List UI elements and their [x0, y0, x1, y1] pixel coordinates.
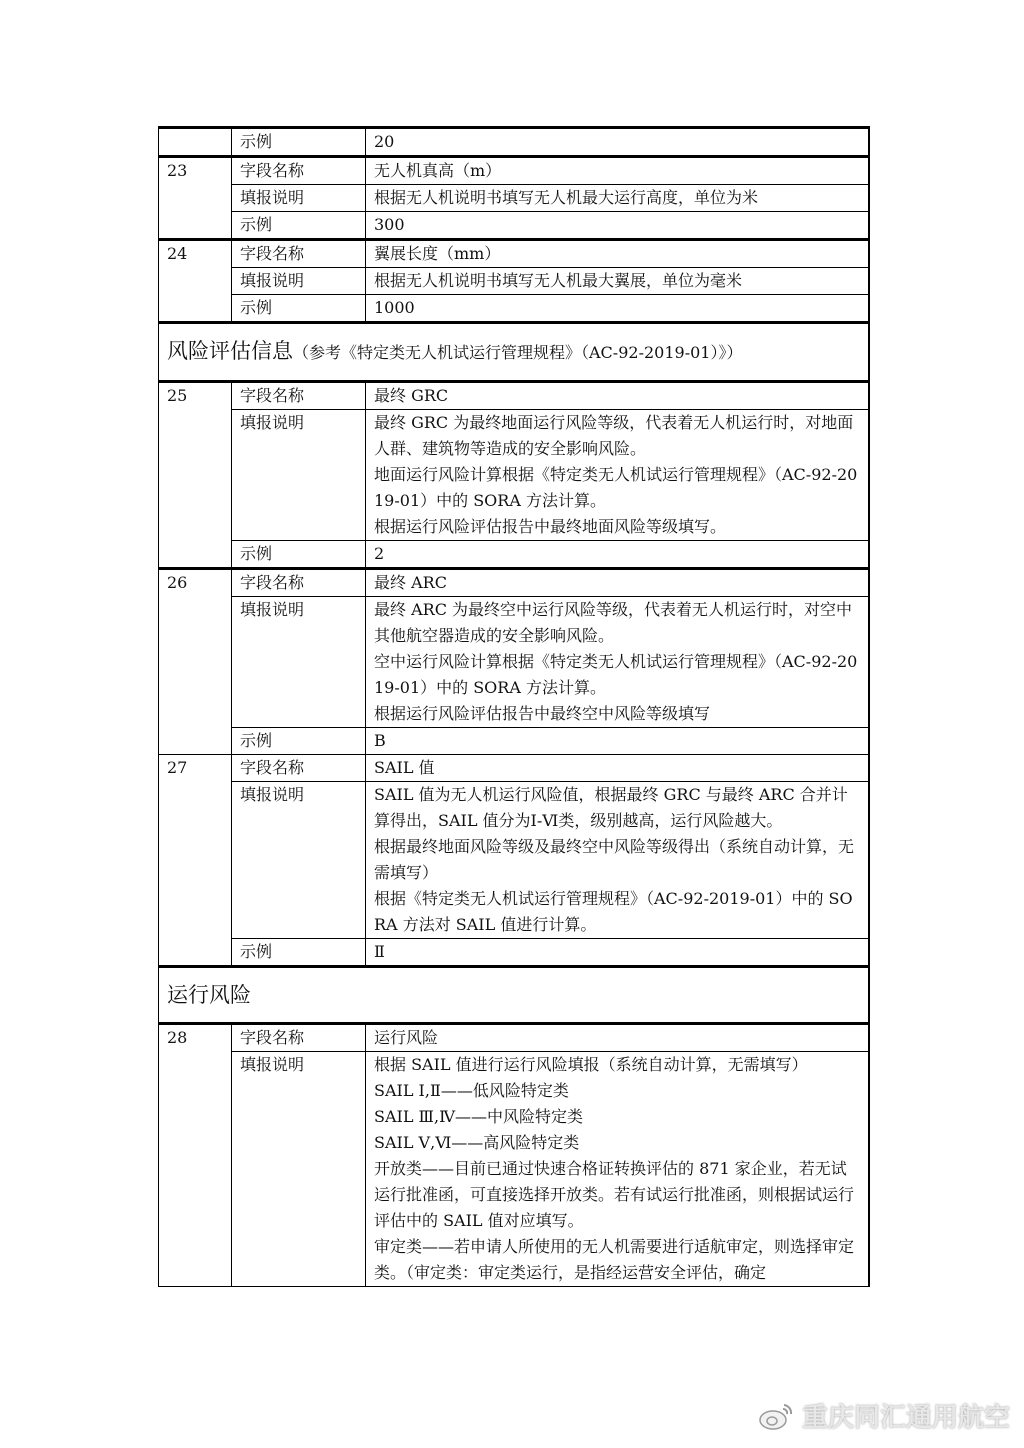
- field-label: 字段名称: [232, 1024, 366, 1052]
- field-label: 填报说明: [232, 185, 366, 212]
- field-number: 23: [159, 157, 232, 240]
- watermark-text: 重庆同汇通用航空: [801, 1403, 1010, 1433]
- table-row: [159, 157, 869, 185]
- section-title: [159, 323, 869, 382]
- field-value: 最终 ARC: [366, 569, 869, 597]
- table-row: [159, 782, 869, 939]
- table-row: [159, 597, 869, 728]
- field-value: 2: [366, 541, 869, 569]
- watermark: [758, 1397, 1010, 1434]
- field-label: 字段名称: [232, 382, 366, 410]
- section-title-text: 风险评估信息: [167, 339, 293, 363]
- field-label: 填报说明: [232, 597, 366, 728]
- table-row: [159, 939, 869, 967]
- field-label: 示例: [232, 128, 366, 157]
- form-field-table: [158, 126, 870, 1287]
- field-value: 根据无人机说明书填写无人机最大翼展，单位为毫米: [366, 268, 869, 295]
- field-label: 示例: [232, 295, 366, 323]
- field-label: 填报说明: [232, 268, 366, 295]
- field-label: 填报说明: [232, 1052, 366, 1287]
- table-row: [159, 541, 869, 569]
- table-row: [159, 382, 869, 410]
- field-value: 运行风险: [366, 1024, 869, 1052]
- field-number: 28: [159, 1024, 232, 1287]
- field-value: 翼展长度（mm）: [366, 240, 869, 268]
- field-number: 25: [159, 382, 232, 569]
- table-row: [159, 128, 869, 157]
- table-row: [159, 212, 869, 240]
- field-label: 字段名称: [232, 755, 366, 782]
- field-value: 20: [366, 128, 869, 157]
- field-label: 填报说明: [232, 782, 366, 939]
- field-label: 示例: [232, 728, 366, 755]
- table-row: [159, 268, 869, 295]
- section-header-row: [159, 967, 869, 1024]
- table-row: [159, 185, 869, 212]
- weibo-icon: [758, 1401, 794, 1431]
- field-value: SAIL 值为无人机运行风险值，根据最终 GRC 与最终 ARC 合并计算得出，SAIL 值分为Ⅰ-Ⅵ类，级别越高，运行风险越大。 根据最终地面风险等级及最终空中风险等级得出（系统自动计算，无需填写） 根据《特定类无人机试运行管理规程》（AC-92-2019-01）中的 SORA 方法对 SAIL 值进行计算。: [366, 782, 869, 939]
- field-value: 无人机真高（m）: [366, 157, 869, 185]
- field-value: 根据 SAIL 值进行运行风险填报（系统自动计算，无需填写） SAIL Ⅰ,Ⅱ——低风险特定类 SAIL Ⅲ,Ⅳ——中风险特定类 SAIL Ⅴ,Ⅵ——高风险特定类 开放类——目前已通过快速合格证转换评估的 871 家企业，若无试运行批准函，可直接选择开放类。若有试运行批准函，则根据试运行评估中的 SAIL 值对应填写。 审定类——若申请人所使用的无人机需要进行适航审定，则选择审定类。（审定类：审定类运行，是指经运营安全评估，确定: [366, 1052, 869, 1287]
- field-value: 最终 GRC 为最终地面运行风险等级，代表着无人机运行时，对地面人群、建筑物等造成的安全影响风险。 地面运行风险计算根据《特定类无人机试运行管理规程》（AC-92-2019-01）中的 SORA 方法计算。 根据运行风险评估报告中最终地面风险等级填写。: [366, 410, 869, 541]
- section-header-row: [159, 323, 869, 382]
- field-value: Ⅱ: [366, 939, 869, 967]
- field-value: 最终 ARC 为最终空中运行风险等级，代表着无人机运行时，对空中其他航空器造成的安全影响风险。 空中运行风险计算根据《特定类无人机试运行管理规程》（AC-92-2019-01）中的 SORA 方法计算。 根据运行风险评估报告中最终空中风险等级填写: [366, 597, 869, 728]
- table-row: [159, 1024, 869, 1052]
- field-label: 示例: [232, 939, 366, 967]
- field-number: 26: [159, 569, 232, 755]
- section-note: （参考《特定类无人机试运行管理规程》（AC-92-2019-01）》）: [293, 343, 743, 362]
- field-value: SAIL 值: [366, 755, 869, 782]
- table-row: [159, 240, 869, 268]
- field-number: [159, 128, 232, 157]
- table-row: [159, 569, 869, 597]
- field-value: 根据无人机说明书填写无人机最大运行高度，单位为米: [366, 185, 869, 212]
- field-label: 填报说明: [232, 410, 366, 541]
- table-row: [159, 728, 869, 755]
- field-value: 300: [366, 212, 869, 240]
- field-value: B: [366, 728, 869, 755]
- section-title: [159, 967, 869, 1024]
- field-label: 示例: [232, 212, 366, 240]
- section-title-text: 运行风险: [167, 983, 251, 1007]
- field-label: 示例: [232, 541, 366, 569]
- field-label: 字段名称: [232, 240, 366, 268]
- table-row: [159, 1052, 869, 1287]
- field-value: 最终 GRC: [366, 382, 869, 410]
- field-value: 1000: [366, 295, 869, 323]
- field-number: 24: [159, 240, 232, 323]
- table-row: [159, 410, 869, 541]
- table-row: [159, 755, 869, 782]
- field-label: 字段名称: [232, 569, 366, 597]
- field-number: 27: [159, 755, 232, 967]
- table-row: [159, 295, 869, 323]
- field-label: 字段名称: [232, 157, 366, 185]
